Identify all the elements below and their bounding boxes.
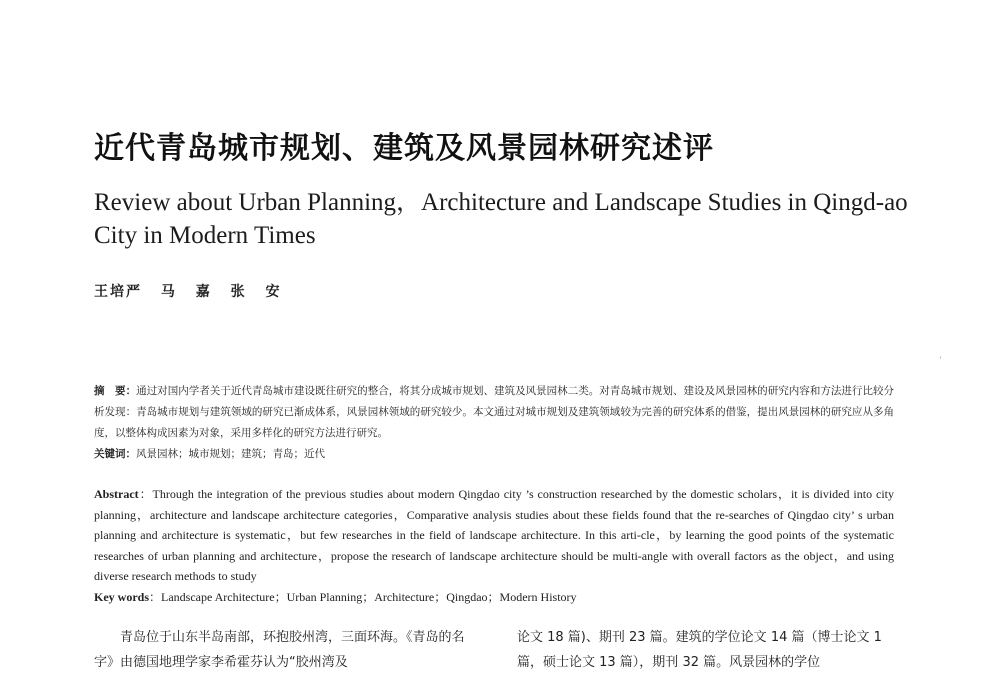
abstract-chinese-text: 通过对国内学者关于近代青岛城市建设既往研究的整合，将其分成城市规划、建筑及风景园林二类。对青岛城市规划、建设及风景园林的研究内容和方法进行比较分析发现：青岛城市规划与建筑领域的研究已渐成体系，风景园林领域的研究较少。本文通过对城市规划及建筑领域较为完善的研究体系的借鉴，提出风景园林的研究应从多角度，以整体构成因素为对象，采用多样化的研究方法进行研究。 — [94, 385, 894, 439]
abstract-english-text: ：Through the integration of the previous studies about modern Qingdao city ’s construction researched by the domestic scholars，it is divided into city planning，architecture and landscape architecture categories，Comparative analysis studies about these fields found that the re-searches of Qingdao city’ s urban planning and architecture is systematic，but few researches in the field of landscape architecture. In this arti-cle，by learning the good points of the systematic researches of urban planning and architecture，propose the research of landscape architecture should be multi-angle with overall factors as the object，and using diverse research methods to study — [94, 487, 894, 583]
keywords-english-text: ：Landscape Architecture；Urban Planning；Architecture；Qingdao；Modern History — [149, 589, 577, 604]
title-chinese: 近代青岛城市规划、建筑及风景园林研究述评 — [94, 131, 714, 166]
abstract-english-label: Abstract — [94, 487, 139, 501]
abstract-chinese-paragraph — [94, 381, 894, 444]
title-english: Review about Urban Planning，Architecture and Landscape Studies in Qingd-ao City in Modern Times — [94, 189, 908, 249]
abstract-english-paragraph — [94, 484, 894, 587]
author-list: 王培严 马 嘉 张 安 — [94, 284, 282, 300]
keywords-english — [94, 587, 894, 608]
abstract-english — [94, 484, 894, 607]
keywords-chinese-text: 风景园林；城市规划；建筑；青岛；近代 — [136, 448, 325, 460]
abstract-chinese — [94, 381, 894, 465]
abstract-chinese-label: 摘 要： — [94, 385, 137, 397]
margin-mark — [940, 356, 941, 359]
keywords-chinese-label: 关键词： — [94, 448, 136, 460]
body-text — [94, 625, 894, 670]
body-column-left: 青岛位于山东半岛南部，环抱胶州湾，三面环海。《青岛的名字》由德国地理学家李希霍芬认为“胶州湾及 — [94, 630, 465, 670]
keywords-chinese — [94, 444, 894, 465]
body-column-right: 论文 18 篇)、期刊 23 篇。建筑的学位论文 14 篇（博士论文 1 篇，硕士论文 13 篇），期刊 32 篇。风景园林的学位 — [517, 630, 882, 670]
keywords-english-label: Key words — [94, 589, 149, 604]
